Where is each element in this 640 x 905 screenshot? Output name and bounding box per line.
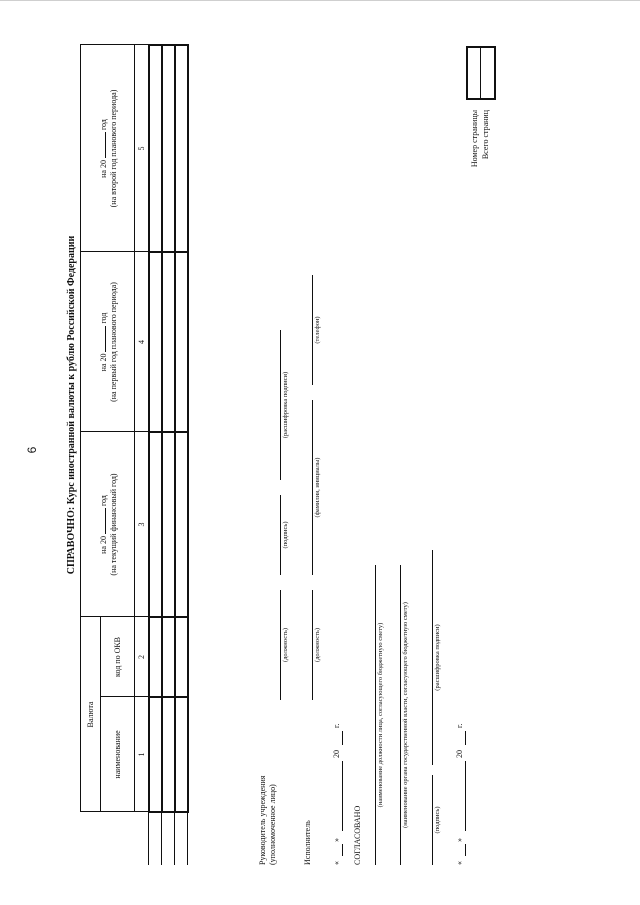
col-number-3: 3: [135, 432, 149, 617]
currency-header: Валюта: [81, 617, 101, 812]
table-cell[interactable]: [162, 432, 175, 617]
table-cell[interactable]: [149, 617, 162, 697]
col-number-1: 1: [135, 697, 149, 812]
date-month-line[interactable]: [342, 761, 343, 831]
date-year-prefix: 20: [332, 750, 341, 758]
table-data-row: [149, 45, 162, 865]
page-count-box[interactable]: [466, 46, 496, 100]
table-cell[interactable]: [162, 45, 175, 252]
date2-day-line[interactable]: [465, 844, 466, 856]
table-data-row: [175, 45, 188, 865]
table-left-margin-cell: [135, 812, 149, 865]
executor-phone-caption: (телефон): [314, 316, 321, 344]
executor-fio-caption: (фамилия, инициалы): [314, 457, 321, 518]
agree-organ-caption: (наименование органа государственной власти, согласующего бюджетную смету): [402, 602, 409, 828]
head-label: Руководитель учреждения: [258, 775, 267, 865]
agree-decoding-caption: (расшифровка подписи): [434, 624, 441, 691]
page-count-box-divider: [480, 48, 481, 98]
col4-year-blank: [97, 326, 106, 352]
head-sublabel: (уполномоченное лицо): [268, 784, 277, 865]
col3-period-prefix: на 20: [99, 536, 109, 554]
head-decoding-caption: (расшифровка подписи): [282, 371, 289, 439]
col3-period-suffix: год: [99, 495, 109, 507]
executor-phone-line[interactable]: [312, 275, 313, 385]
date-open-quote: «: [332, 861, 341, 865]
date2-year-suffix: г.: [455, 723, 464, 728]
head-signature-line[interactable]: [280, 495, 281, 575]
head-decoding-line[interactable]: [280, 330, 281, 480]
table-cell[interactable]: [175, 432, 188, 617]
executor-position-caption: (должность): [314, 627, 321, 663]
date2-year-line[interactable]: [465, 731, 466, 745]
head-position-caption: (должность): [282, 627, 289, 663]
agree-signature-caption: (подпись): [434, 806, 441, 834]
col-number-4: 4: [135, 252, 149, 432]
table-cell[interactable]: [175, 252, 188, 432]
table-cell: [162, 812, 175, 865]
head-position-line[interactable]: [280, 590, 281, 700]
agree-signature-line[interactable]: [432, 775, 433, 865]
agree-position-line[interactable]: [375, 565, 376, 865]
table-cell[interactable]: [162, 617, 175, 697]
head-signature-caption: (подпись): [282, 521, 289, 549]
agree-position-caption: (наименование должности лица, согласующего бюджетную смету): [377, 622, 384, 808]
agree-decoding-line[interactable]: [432, 550, 433, 765]
date2-month-line[interactable]: [465, 761, 466, 831]
total-pages-label: Всего страниц: [481, 110, 490, 160]
table-cell[interactable]: [149, 432, 162, 617]
exchange-rate-table: [80, 44, 189, 865]
col5-year-blank: [97, 132, 106, 158]
table-cell[interactable]: [162, 252, 175, 432]
agreed-label: СОГЛАСОВАНО: [353, 805, 362, 865]
table-cell[interactable]: [149, 252, 162, 432]
table-cell: [149, 812, 162, 865]
col5-subtitle: (на второй год планового периода): [108, 89, 118, 208]
column-numbers-row: [135, 45, 149, 865]
executor-label: Исполнитель: [303, 820, 312, 865]
executor-position-line[interactable]: [312, 590, 313, 700]
form-title: СПРАВОЧНО: Курс иностранной валюты к рублю Российской Федерации: [66, 235, 77, 575]
col5-period-prefix: на 20: [99, 160, 109, 178]
col-number-2: 2: [135, 617, 149, 697]
table-data-row: [162, 45, 175, 865]
table-cell[interactable]: [149, 45, 162, 252]
table-cell[interactable]: [175, 45, 188, 252]
table-cell[interactable]: [162, 697, 175, 812]
date2-year-prefix: 20: [455, 750, 464, 758]
date-close-quote: »: [332, 838, 341, 842]
col-current-year-header: [81, 432, 135, 617]
col-number-5: 5: [135, 45, 149, 252]
col-okv-header: код по ОКВ: [101, 617, 135, 697]
table-cell: [175, 812, 188, 865]
table-cell[interactable]: [175, 617, 188, 697]
executor-fio-line[interactable]: [312, 400, 313, 575]
table-cell[interactable]: [175, 697, 188, 812]
col-first-plan-year-header: [81, 252, 135, 432]
date2-close-quote: »: [455, 838, 464, 842]
table-left-margin-cell: [81, 812, 101, 865]
table-header-row: [81, 45, 101, 865]
date-year-suffix: г.: [332, 723, 341, 728]
date-year-line[interactable]: [342, 731, 343, 745]
col4-subtitle: (на первый год планового периода): [108, 282, 118, 402]
col3-year-blank: [97, 508, 106, 534]
col3-subtitle: (на текущий финансовый год): [108, 473, 118, 576]
col-second-plan-year-header: [81, 45, 135, 252]
table-left-margin-cell: [101, 812, 135, 865]
table-cell[interactable]: [149, 697, 162, 812]
page-number-label: Номер страницы: [470, 110, 479, 168]
col4-period-suffix: год: [99, 312, 109, 324]
col4-period-prefix: на 20: [99, 353, 109, 372]
col-name-header: наименование: [101, 697, 135, 812]
date-day-line[interactable]: [342, 844, 343, 856]
date2-open-quote: «: [455, 861, 464, 865]
col5-period-suffix: год: [99, 119, 109, 131]
page-number: 6: [25, 446, 39, 454]
agree-organ-line[interactable]: [400, 565, 401, 865]
